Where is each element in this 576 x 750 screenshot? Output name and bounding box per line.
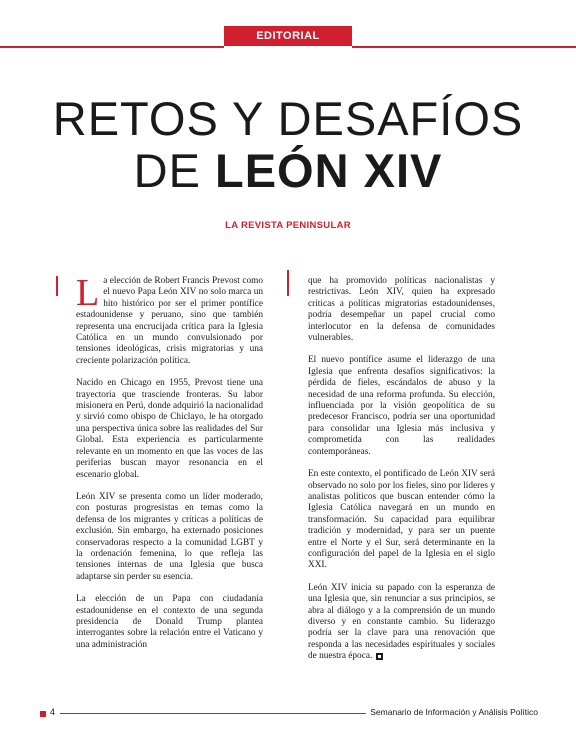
paragraph: El nuevo pontífice asume el liderazgo de una Iglesia que enfrenta desafíos significativos: la pérdida de fieles, escándalos de abuso y la necesidad de una reforma profunda. Su elección, influenciada por la visión geopolítica de su predecesor Francisco, podría ser una oportunidad para consolidar una Iglesia más inclusiva y comprometida con las realidades contemporáneas. bbox=[308, 355, 495, 457]
header-rule-right bbox=[352, 46, 576, 48]
footer-rule bbox=[60, 713, 366, 714]
page-title-emphasis: LEÓN XIV bbox=[214, 144, 443, 197]
page-title-line2 bbox=[0, 144, 576, 198]
article-column-left bbox=[76, 272, 263, 662]
page-title-prefix: DE bbox=[133, 144, 215, 197]
page-title-line1: RETOS Y DESAFÍOS bbox=[52, 92, 524, 145]
byline: LA REVISTA PENINSULAR bbox=[225, 220, 351, 231]
paragraph: En este contexto, el pontificado de León XIV será observado no solo por los fieles, sino por líderes y analistas políticos que buscan entender cómo la Iglesia Católica navegará en un mundo en transformación. Su capacidad para equilibrar tradición y modernidad, y para ser un puente entre el Norte y el Sur, será determinante en la configuración del papel de la Iglesia en el siglo XXI. bbox=[308, 469, 495, 571]
paragraph: que ha promovido políticas nacionalistas y restrictivas. León XIV, quien ha expresado críticas a políticas migratorias estadounidenses, podría desempeñar un papel crucial como interlocutor en la defensa de comunidades vulnerables. bbox=[308, 276, 495, 344]
paragraph: León XIV se presenta como un líder moderado, con posturas progresistas en temas como la defensa de los migrantes y críticas a políticas de exclusión. Sin embargo, ha externado posiciones conservadoras respecto a la comunidad LGBT y la ordenación femenina, lo que refleja las tensiones internas de una Iglesia que busca adaptarse sin perder su esencia. bbox=[76, 491, 263, 582]
paragraph bbox=[308, 583, 495, 663]
section-label: EDITORIAL bbox=[224, 26, 352, 46]
publication-name: Semanario de Información y Análisis Político bbox=[370, 707, 538, 717]
paragraph-text: León XIV inicia su papado con la esperanza de una Iglesia que, sin renunciar a sus principios, se abra al diálogo y a la comprensión de un mundo diverso y en constante cambio. Su liderazgo podría ser la clave para una renovación que responda a las necesidades espirituales y sociales de nuestra época. bbox=[308, 582, 495, 662]
page-number: 4 bbox=[50, 707, 56, 717]
article-column-right bbox=[308, 276, 495, 674]
paragraph-text: a elección de Robert Francis Prevost como el nuevo Papa León XIV no solo marca un hito histórico por ser el primer pontífice estadounidense y peruano, sino que también representa una encrucijada crítica para la Iglesia Católica en un mundo convulsionado por tensiones ideológicas, crisis migratorias y una creciente polarización política. bbox=[76, 276, 263, 366]
header-rule-left bbox=[0, 46, 224, 48]
right-column-accent bbox=[287, 270, 289, 296]
footer-marker-icon bbox=[40, 711, 46, 717]
drop-cap: L bbox=[76, 272, 100, 314]
paragraph: La elección de un Papa con ciudadanía estadounidense en el contexto de una segunda presidencia de Donald Trump plantea interrogantes sobre la relación entre el Vaticano y una administración bbox=[76, 594, 263, 650]
end-of-article-icon bbox=[376, 653, 383, 660]
left-column-accent bbox=[56, 276, 58, 296]
paragraph: Nacido en Chicago en 1955, Prevost tiene una trayectoria que trasciende fronteras. Su labor misionera en Perú, donde adquirió la nacionalidad y sirvió como obispo de Chiclayo, le ha otorgado una perspectiva única sobre las realidades del Sur Global. Esta experiencia es particularmente relevante en un momento en que las voces de las periferias buscan mayor resonancia en el escenario global. bbox=[76, 378, 263, 480]
paragraph bbox=[76, 272, 263, 367]
